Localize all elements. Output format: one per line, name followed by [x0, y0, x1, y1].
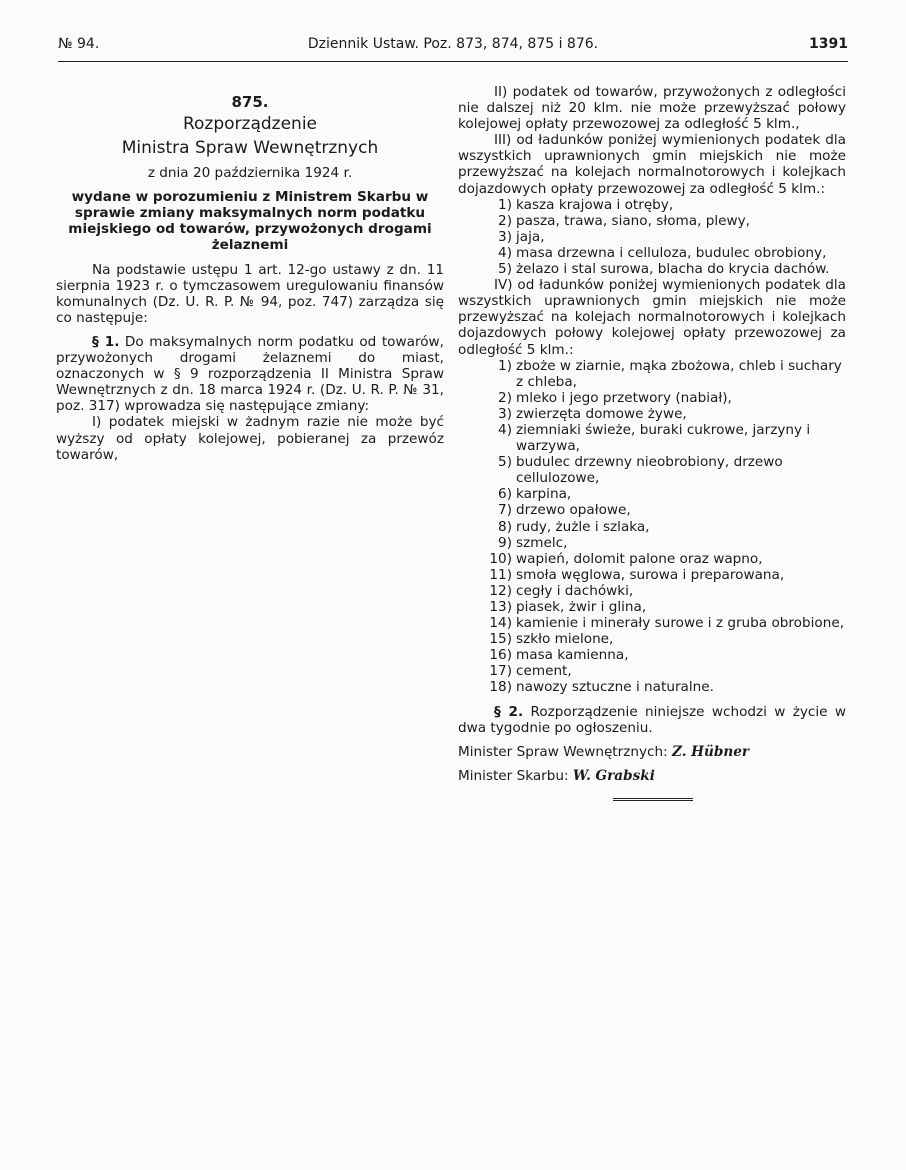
list-item: 7) drzewo opałowe, — [498, 502, 631, 519]
list-item: 6) karpina, — [498, 486, 572, 503]
point-2: II) podatek od towarów, przywożonych z odległości nie dalszej niż 20 klm. nie może przewyższać połowy kolejowej opłaty przewozowej za odległość 5 klm., — [458, 84, 846, 133]
list-item: 11) smoła węglowa, surowa i preparowana, — [489, 566, 785, 583]
signature-2-name: W. Grabski — [572, 767, 655, 784]
list-item: 5) budulec drzewny nieobrobiony, drzewo cellulozowe, — [498, 454, 783, 487]
list-item: 3) jaja, — [498, 228, 545, 245]
list-item: 16) masa kamienna, — [489, 647, 629, 664]
act-subtitle: wydane w porozumieniu z Ministrem Skarbu w sprawie zmiany maksymalnych norm podatku miejskiego od towarów, przywożonych drogami żelaznemi — [68, 189, 432, 254]
signature-2-role: Minister Skarbu: — [458, 767, 569, 784]
list-item: 18) nawozy sztuczne i naturalne. — [489, 679, 714, 696]
section-2-text: Rozporządzenie niniejsze wchodzi w życie w dwa tygodnie po ogłoszeniu. — [458, 703, 846, 736]
list-item: 8) rudy, żużle i szlaka, — [498, 518, 650, 535]
end-rule — [613, 798, 693, 801]
left-column — [56, 84, 444, 463]
list-item: 2) mleko i jego przetwory (nabiał), — [498, 389, 732, 406]
list-item: 17) cement, — [489, 663, 572, 680]
running-title: Dziennik Ustaw. Poz. 873, 874, 875 i 876. — [307, 36, 599, 52]
list-item: 13) piasek, żwir i glina, — [489, 599, 647, 615]
list-item: 14) kamienie i minerały surowe i z gruba obrobione, — [489, 615, 845, 632]
intro-paragraph: Na podstawie ustępu 1 art. 12-go ustawy z dn. 11 sierpnia 1923 r. o tymczasowem uregulowaniu finansów komunalnych (Dz. U. R. P. № 94, poz. 747) zarządza się co następuje: — [56, 261, 444, 326]
list-item: 10) wapień, dolomit palone oraz wapno, — [489, 550, 763, 567]
point-1: I) podatek miejski w żadnym razie nie może być wyższy od opłaty kolejowej, pobieranej za przewóz towarów, — [56, 414, 444, 463]
list-item: 1) zboże w ziarnie, mąka zbożowa, chleb i suchary z chleba, — [498, 357, 842, 390]
list-item: 4) ziemniaki świeże, buraki cukrowe, jarzyny i warzywa, — [498, 421, 811, 455]
act-date: z dnia 20 października 1924 r. — [147, 165, 353, 182]
list-4 — [458, 358, 846, 696]
signature-1-name: Z. Hübner — [672, 743, 750, 760]
list-3 — [458, 197, 846, 277]
list-item: 4) masa drzewna i celluloza, budulec obrobiony, — [498, 244, 827, 261]
list-item: 1) kasza krajowa i otręby, — [498, 196, 674, 213]
point-3: III) od ładunków poniżej wymienionych podatek dla wszystkich uprawnionych gmin miejskich nie może przewyższać na kolejach normalnotorowych i kolejkach dojazdowych opłaty przewozowej za odległość 5 klm.: — [458, 132, 846, 197]
act-title-line1: Rozporządzenie — [182, 114, 318, 135]
section-1-label: § 1. — [92, 333, 120, 350]
list-item: 15) szkło mielone, — [489, 631, 614, 648]
section-1-text: Do maksymalnych norm podatku od towarów, przywożonych drogami żelaznemi do miast, oznaczonych w § 9 rozporządzenia II Ministra Spraw Wewnętrznych z dn. 18 marca 1924 r. (Dz. U. R. P. № 31, poz. 317) wprowadza się następujące zmiany: — [56, 333, 444, 415]
signature-2 — [458, 768, 846, 784]
list-item: 3) zwierzęta domowe żywe, — [498, 405, 687, 422]
list-item: 5) żelazo i stal surowa, blacha do krycia dachów. — [498, 261, 830, 278]
section-2-label: § 2. — [494, 703, 524, 720]
act-title-line2: Ministra Spraw Wewnętrznych — [121, 138, 379, 159]
signature-1 — [458, 744, 846, 760]
section-2 — [458, 704, 846, 736]
header-rule — [58, 61, 848, 62]
act-number: 875. — [231, 93, 269, 111]
list-item: 2) pasza, trawa, siano, słoma, plewy, — [498, 212, 750, 229]
page-number: 1391 — [809, 36, 848, 52]
issue-number: № 94. — [58, 36, 100, 52]
list-item: 9) szmelc, — [498, 534, 568, 551]
signature-1-role: Minister Spraw Wewnętrznych: — [458, 743, 668, 760]
right-column — [458, 84, 846, 801]
section-1 — [56, 334, 444, 414]
page-header — [58, 36, 848, 62]
list-item: 12) cegły i dachówki, — [489, 582, 634, 599]
point-4: IV) od ładunków poniżej wymienionych podatek dla wszystkich uprawnionych gmin miejskich nie może przewyższać na kolejach normalnotorowych i kolejkach dojazdowych połowy kolejowej opłaty przewozowej za odległość 5 klm.: — [458, 277, 846, 358]
